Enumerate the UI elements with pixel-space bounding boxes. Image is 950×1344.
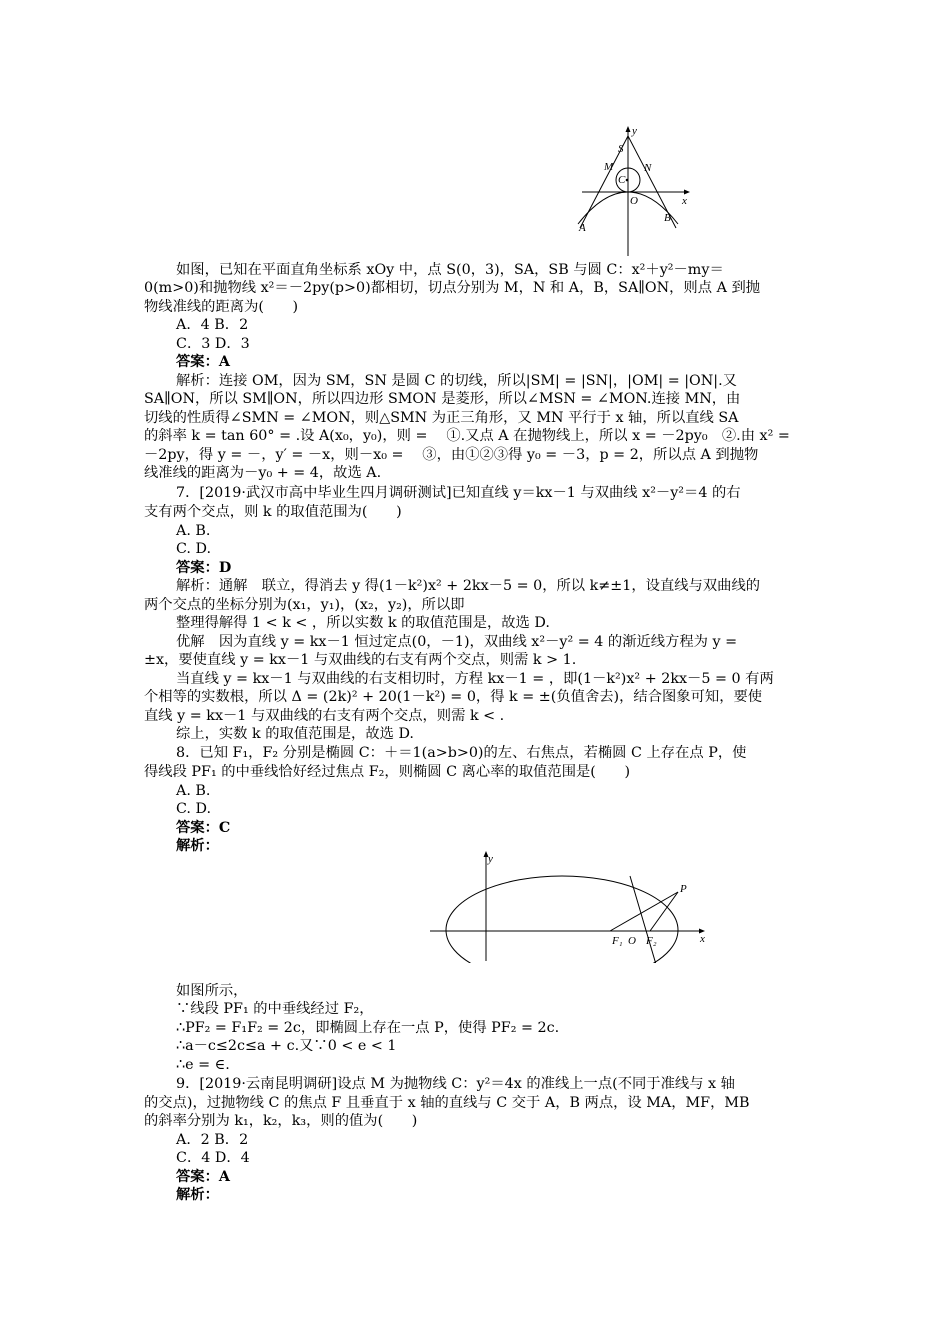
label-A: A xyxy=(579,222,586,234)
p9-line-3: 的斜率分别为 k₁，k₂，k₃，则的值为( ) xyxy=(144,1113,418,1129)
label-M: M xyxy=(604,161,614,173)
p7-answer: 答案：D xyxy=(176,560,232,576)
p6-choice-AB: A．4 B．2 xyxy=(176,317,249,333)
p7-choice-CD: C. D. xyxy=(176,541,212,557)
p7-line-1: 7．[2019·武汉市高中毕业生四月调研测试]已知直线 y＝kx－1 与双曲线 x²－y²＝4 的右 xyxy=(176,485,741,501)
figure-circle-parabola xyxy=(432,124,702,259)
label-O: O xyxy=(630,195,638,207)
label-P: P xyxy=(680,883,687,895)
p7-solution-1: 解析：通解 联立，得消去 y 得(1－k²)x² + 2kx－5 = 0，所以 k≠±1，设直线与双曲线的 xyxy=(176,578,761,594)
p6-solution-2: SA∥ON，所以 SM∥ON，所以四边形 SMON 是菱形，所以∠MSN = ∠MON.连接 MN，由 xyxy=(144,391,741,407)
label-S: S xyxy=(618,143,624,155)
figure-ellipse xyxy=(430,848,720,963)
p9-choice-AB: A．2 B．2 xyxy=(176,1132,249,1148)
p7-line-2: 支有两个交点，则 k 的取值范围为( ) xyxy=(144,504,402,520)
p8-solution-2: ∵线段 PF₁ 的中垂线经过 F₂， xyxy=(176,1001,374,1017)
label-F1: F₁ xyxy=(612,935,623,947)
label-x: x xyxy=(682,195,687,207)
p7-solution-9: 综上，实数 k 的取值范围是，故选 D. xyxy=(176,726,414,742)
p9-line-1: 9．[2019·云南昆明调研]设点 M 为抛物线 C：y²＝4x 的准线上一点(不同于准线与 x 轴 xyxy=(176,1076,735,1092)
p6-solution-3: 切线的性质得∠SMN = ∠MON，则△SMN 为正三角形，又 MN 平行于 x 轴，所以直线 SA xyxy=(144,410,739,426)
label-y: y xyxy=(632,125,637,137)
p8-solution-3: ∴PF₂ = F₁F₂ = 2c，即椭圆上存在一点 P，使得 PF₂ = 2c. xyxy=(176,1020,560,1036)
p8-solution-4: ∴a－c≤2c≤a + c.又∵0 < e < 1 xyxy=(176,1038,397,1054)
p7-solution-4: 优解 因为直线 y = kx－1 恒过定点(0，－1)，双曲线 x²－y² = 4 的渐近线方程为 y = xyxy=(176,634,738,650)
label-x: x xyxy=(700,933,705,945)
p7-solution-5: ±x，要使直线 y = kx－1 与双曲线的右支有两个交点，则需 k > 1. xyxy=(144,652,577,668)
p6-answer: 答案：A xyxy=(176,354,230,370)
p8-choice-CD: C. D. xyxy=(176,801,212,817)
p9-answer: 答案：A xyxy=(176,1169,230,1185)
p7-solution-2: 两个交点的坐标分别为(x₁，y₁)，(x₂，y₂)，所以即 xyxy=(144,597,465,613)
p8-solution-1: 如图所示， xyxy=(176,983,248,999)
p6-solution-4: 的斜率 k = tan 60° = .设 A(x₀，y₀)，则 = ①.又点 A 在抛物线上，所以 x = －2py₀ ②.由 x² = xyxy=(144,428,790,444)
p7-solution-6: 当直线 y = kx－1 与双曲线的右支相切时，方程 kx－1 = ，即(1－k²)x² + 2kx－5 = 0 有两 xyxy=(176,671,774,687)
p8-answer: 答案：C xyxy=(176,820,231,836)
p7-solution-3: 整理得解得 1 < k < ，所以实数 k 的取值范围是，故选 D. xyxy=(176,615,550,631)
y-axis-arrow xyxy=(626,126,631,132)
p8-line-2: 得线段 PF₁ 的中垂线恰好经过焦点 F₂，则椭圆 C 离心率的取值范围是( ) xyxy=(144,764,631,780)
p9-choice-CD: C．4 D．4 xyxy=(176,1150,250,1166)
p7-solution-7: 个相等的实数根，所以 Δ = (2k)² + 20(1－k²) = 0，得 k = ±(负值舍去)，结合图象可知，要使 xyxy=(144,689,763,705)
p8-choice-AB: A. B. xyxy=(176,783,211,799)
p8-line-1: 8．已知 F₁，F₂ 分别是椭圆 C：＋＝1(a>b>0)的左、右焦点，若椭圆 C 上存在点 P，使 xyxy=(176,745,747,761)
p6-line-3: 物线准线的距离为( ) xyxy=(144,299,299,315)
p6-solution-5: －2py，得 y = －，y′ = －x，则－x₀ = ③，由①②③得 y₀ = －3，p = 2，所以点 A 到抛物 xyxy=(144,447,759,463)
label-B: B xyxy=(664,212,671,224)
p8-solution-5: ∴e = ∈. xyxy=(176,1057,230,1073)
label-O: O xyxy=(628,935,636,947)
p7-choice-AB: A. B. xyxy=(176,523,211,539)
segment-PF2 xyxy=(650,892,678,931)
p6-choice-CD: C．3 D．3 xyxy=(176,336,250,352)
p7-solution-8: 直线 y = kx－1 与双曲线的右支有两个交点，则需 k < . xyxy=(144,708,505,724)
p9-solution-label: 解析： xyxy=(176,1187,219,1203)
label-C: C xyxy=(618,174,626,186)
p6-solution-1: 解析：连接 OM，因为 SM，SN 是圆 C 的切线，所以|SM| = |SN|，|OM| = |ON|.又 xyxy=(176,373,737,389)
label-y: y xyxy=(488,853,493,865)
p6-line-1: 如图，已知在平面直角坐标系 xOy 中，点 S(0，3)，SA，SB 与圆 C：x²＋y²－my＝ xyxy=(176,262,724,278)
x-axis-arrow xyxy=(684,190,690,195)
label-F2: F₂ xyxy=(646,935,657,947)
p6-solution-6: 线准线的距离为－y₀ + = 4，故选 A. xyxy=(144,465,382,481)
label-N: N xyxy=(644,162,652,174)
p6-line-2: 0(m>0)和抛物线 x²＝－2py(p>0)都相切，切点分别为 M，N 和 A，B，SA∥ON，则点 A 到抛 xyxy=(144,280,761,296)
p8-solution-label: 解析： xyxy=(176,838,219,854)
p9-line-2: 的交点)，过抛物线 C 的焦点 F 且垂直于 x 轴的直线与 C 交于 A，B 两点，设 MA，MF，MB xyxy=(144,1095,750,1111)
perpendicular-bisector xyxy=(630,876,660,963)
center-C-dot xyxy=(626,179,629,182)
